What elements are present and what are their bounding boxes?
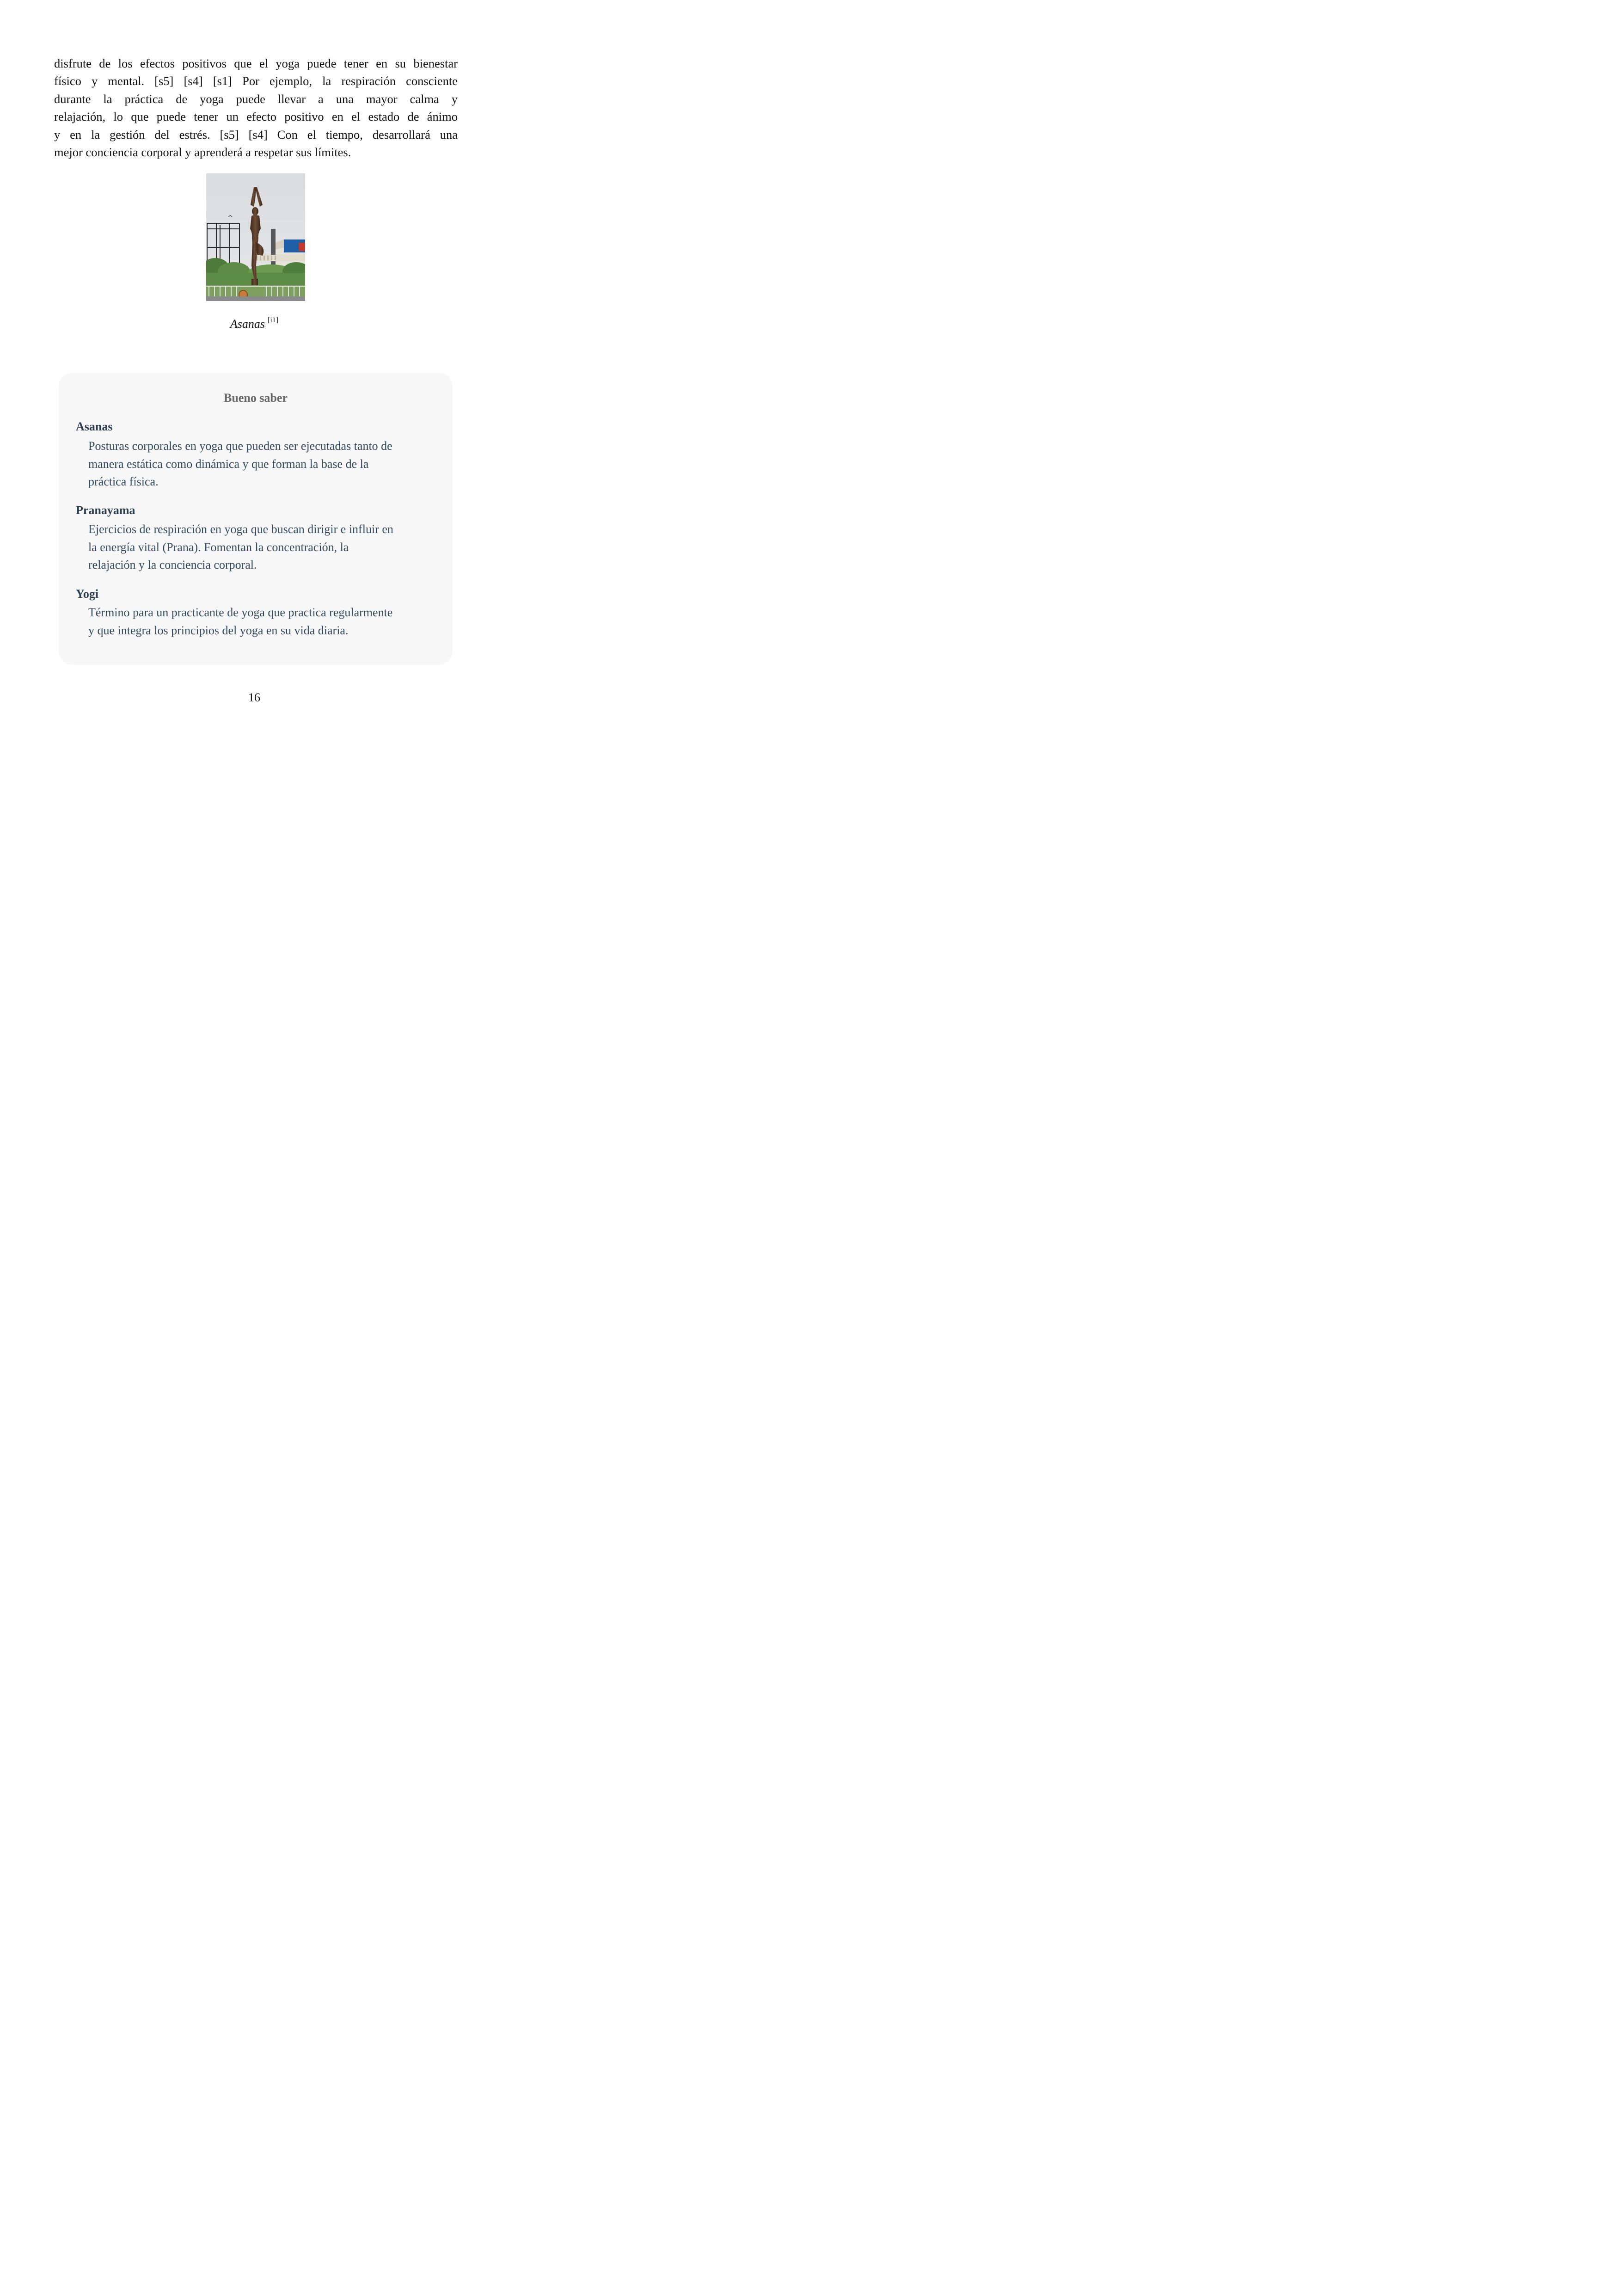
yoga-statue-photo bbox=[206, 173, 305, 301]
glossary-definition bbox=[88, 521, 440, 574]
definition-line: práctica física. bbox=[88, 475, 159, 488]
definition-line: y que integra los principios del yoga en su vida diaria. bbox=[88, 623, 349, 637]
glossary-term: Pranayama bbox=[76, 503, 135, 517]
figure-caption bbox=[0, 316, 509, 331]
definition-line: Término para un practicante de yoga que practica regularmente bbox=[88, 606, 393, 619]
page-number: 16 bbox=[248, 691, 260, 704]
definition-line: relajación y la conciencia corporal. bbox=[88, 558, 257, 571]
glossary-definition bbox=[88, 437, 440, 491]
definition-line: Posturas corporales en yoga que pueden ser ejecutadas tanto de bbox=[88, 439, 392, 453]
body-line: físico y mental. [s5] [s4] [s1] Por ejemplo, la respiración consciente bbox=[54, 74, 458, 88]
glossary-term: Asanas bbox=[76, 420, 113, 433]
definition-line: Ejercicios de respiración en yoga que buscan dirigir e influir en bbox=[88, 522, 393, 536]
body-paragraph bbox=[54, 55, 458, 161]
glossary-definition bbox=[88, 604, 440, 639]
body-line: disfrute de los efectos positivos que el yoga puede tener en su bienestar bbox=[54, 56, 458, 70]
caption-citation: [i1] bbox=[268, 316, 279, 324]
body-line: y en la gestión del estrés. [s5] [s4] Con el tiempo, desarrollará una bbox=[54, 127, 458, 141]
definition-line: manera estática como dinámica y que forman la base de la bbox=[88, 457, 369, 471]
body-line: durante la práctica de yoga puede llevar a una mayor calma y bbox=[54, 92, 458, 106]
definition-line: la energía vital (Prana). Fomentan la concentración, la bbox=[88, 540, 349, 554]
body-line: mejor conciencia corporal y aprenderá a respetar sus límites. bbox=[54, 145, 351, 159]
glossary-term: Yogi bbox=[76, 587, 99, 601]
caption-text: Asanas bbox=[230, 317, 265, 331]
good-to-know-box bbox=[59, 373, 453, 665]
infobox-title: Bueno saber bbox=[224, 391, 288, 405]
body-line: relajación, lo que puede tener un efecto positivo en el estado de ánimo bbox=[54, 110, 458, 124]
